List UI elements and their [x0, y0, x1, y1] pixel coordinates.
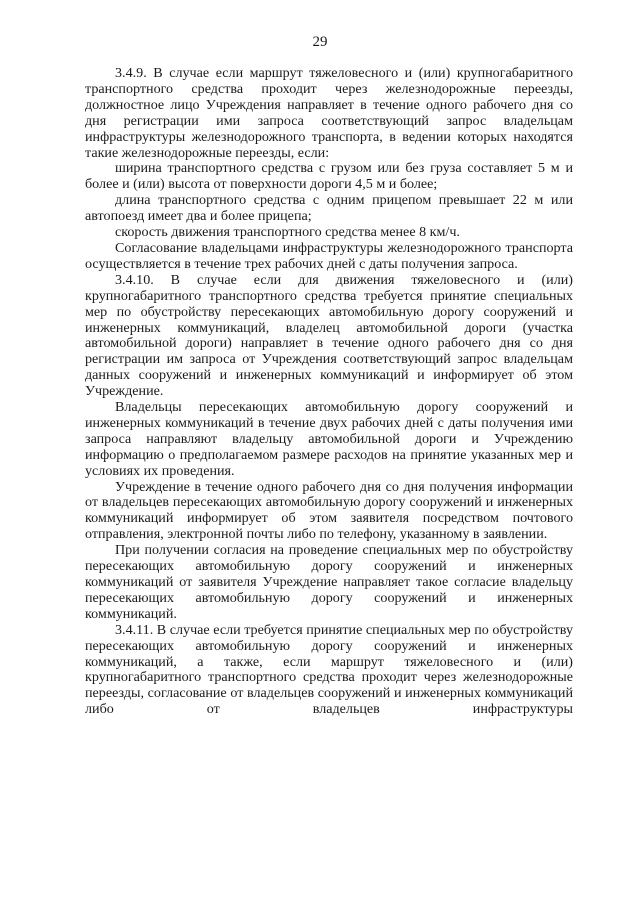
- paragraph-owners-response: Владельцы пересекающих автомобильную дорогу сооружений и инженерных коммуникаций в течение двух рабочих дней с даты получения ими запроса направляют владельцу автомобильной дороги и Учреждению информацию о предполагаемом размере расходов на принятие указанных мер и условиях их проведения.: [85, 399, 573, 479]
- paragraph-institution-informs: Учреждение в течение одного рабочего дня со дня получения информации от владельцев пересекающих автомобильную дорогу сооружений и инженерных коммуникаций информирует об этом заявителя посредством почтового отправления, электронной почты либо по телефону, указанному в заявлении.: [85, 478, 573, 543]
- condition-length-trailers: длина транспортного средства с одним прицепом превышает 22 м или автопоезд имеет два и более прицепа;: [85, 192, 573, 225]
- paragraph-3-4-10: 3.4.10. В случае если для движения тяжеловесного и (или) крупногабаритного транспортного средства требуется принятие специальных мер по обустройству пересекающих автомобильную дорогу сооружений и инженерных коммуникаций, владелец автомобильной дороги (участка автомобильной дороги) направляет в течение одного рабочего дня со дня регистрации им запроса от Учреждения соответствующий запрос владельцам данных сооружений и инженерных коммуникаций и информирует об этом Учреждение.: [85, 271, 573, 400]
- paragraph-3-4-9: 3.4.9. В случае если маршрут тяжеловесного и (или) крупногабаритного транспортного средства проходит через железнодорожные переезды, должностное лицо Учреждения направляет в течение одного рабочего дня со дня регистрации ими запроса соответствующий запрос владельцам инфраструктуры железнодорожного транспорта, в ведении которых находятся такие железнодорожные переезды, если:: [85, 65, 573, 161]
- paragraph-railway-approval: Согласование владельцами инфраструктуры железнодорожного транспорта осуществляется в течение трех рабочих дней с даты получения запроса.: [85, 239, 573, 272]
- paragraph-3-4-11: 3.4.11. В случае если требуется принятие специальных мер по обустройству пересекающих автомобильную дорогу сооружений и инженерных коммуникаций, а также, если маршрут тяжеловесного и (или) крупногабаритного транспортного средства проходит через железнодорожные переезды, согласование от владельцев сооружений и инженерных коммуникаций либо от владельцев инфраструктуры: [85, 621, 573, 718]
- document-text: [85, 66, 573, 718]
- condition-width-height: ширина транспортного средства с грузом или без груза составляет 5 м и более и (или) высота от поверхности дороги 4,5 м и более;: [85, 160, 573, 193]
- paragraph-consent: При получении согласия на проведение специальных мер по обустройству пересекающих автомобильную дорогу сооружений и инженерных коммуникаций от заявителя Учреждение направляет такое согласие владельцу пересекающих автомобильную дорогу сооружений и инженерных коммуникаций.: [85, 542, 573, 622]
- page-number: 29: [312, 34, 328, 50]
- condition-speed: скорость движения транспортного средства менее 8 км/ч.: [115, 224, 460, 241]
